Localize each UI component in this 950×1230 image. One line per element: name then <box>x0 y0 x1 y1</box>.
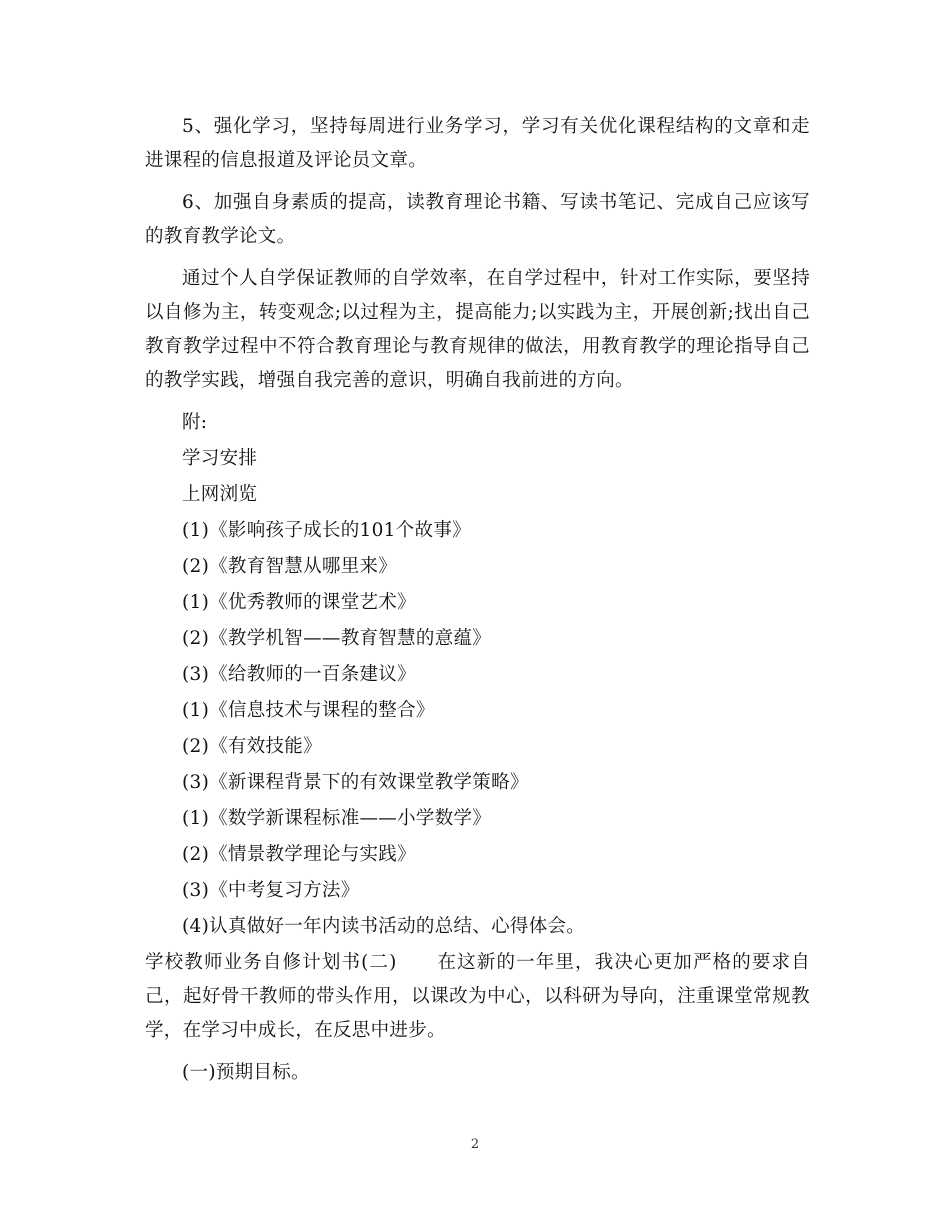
list-item: 附: <box>182 412 208 433</box>
paragraph-6: 6、加强自身素质的提高，读教育理论书籍、写读书笔记、完成自己应该写的教育教学论文。 <box>145 192 810 247</box>
list-item: (1)《信息技术与课程的整合》 <box>182 700 435 721</box>
list-item: (2)《情景教学理论与实践》 <box>182 844 416 865</box>
expected-goals-line: (一)预期目标。 <box>182 1062 310 1083</box>
list-item: (2)《教育智慧从哪里来》 <box>182 556 398 577</box>
list-item: (4)认真做好一年内读书活动的总结、心得体会。 <box>182 916 586 937</box>
paragraph-5: 5、强化学习，坚持每周进行业务学习，学习有关优化课程结构的文章和走进课程的信息报道及评论员文章。 <box>145 116 810 171</box>
list-item: 学习安排 <box>182 448 258 469</box>
list-item: (1)《数学新课程标准——小学数学》 <box>182 808 492 829</box>
paragraph-self-study: 通过个人自学保证教师的自学效率，在自学过程中，针对工作实际，要坚持以自修为主，转变观念;以过程为主，提高能力;以实践为主，开展创新;找出自己教育教学过程中不符合教育理论与教育规律的做法，用教育教学的理论指导自己的教学实践，增强自我完善的意识，明确自我前进的方向。 <box>145 268 810 391</box>
section2-heading: 学校教师业务自修计划书(二) <box>145 952 397 973</box>
list-item: (2)《有效技能》 <box>182 736 322 757</box>
page-number: 2 <box>470 1137 480 1152</box>
section2-paragraph <box>145 946 810 1048</box>
list-item: (3)《给教师的一百条建议》 <box>182 664 416 685</box>
list-item: (1)《优秀教师的课堂艺术》 <box>182 592 416 613</box>
section2-text: 在这新的一年里，我决心更加严格的要求自己，起好骨干教师的带头作用，以课改为中心，以科研为导向，注重课堂常规教学，在学习中成长，在反思中进步。 <box>145 952 810 1041</box>
reading-list <box>145 406 810 944</box>
list-item: (3)《中考复习方法》 <box>182 880 360 901</box>
document-body <box>145 110 810 1092</box>
list-item: (1)《影响孩子成长的101个故事》 <box>182 520 471 541</box>
list-item: (3)《新课程背景下的有效课堂教学策略》 <box>182 772 529 793</box>
list-item: (2)《教学机智——教育智慧的意蕴》 <box>182 628 492 649</box>
list-item: 上网浏览 <box>182 484 258 505</box>
